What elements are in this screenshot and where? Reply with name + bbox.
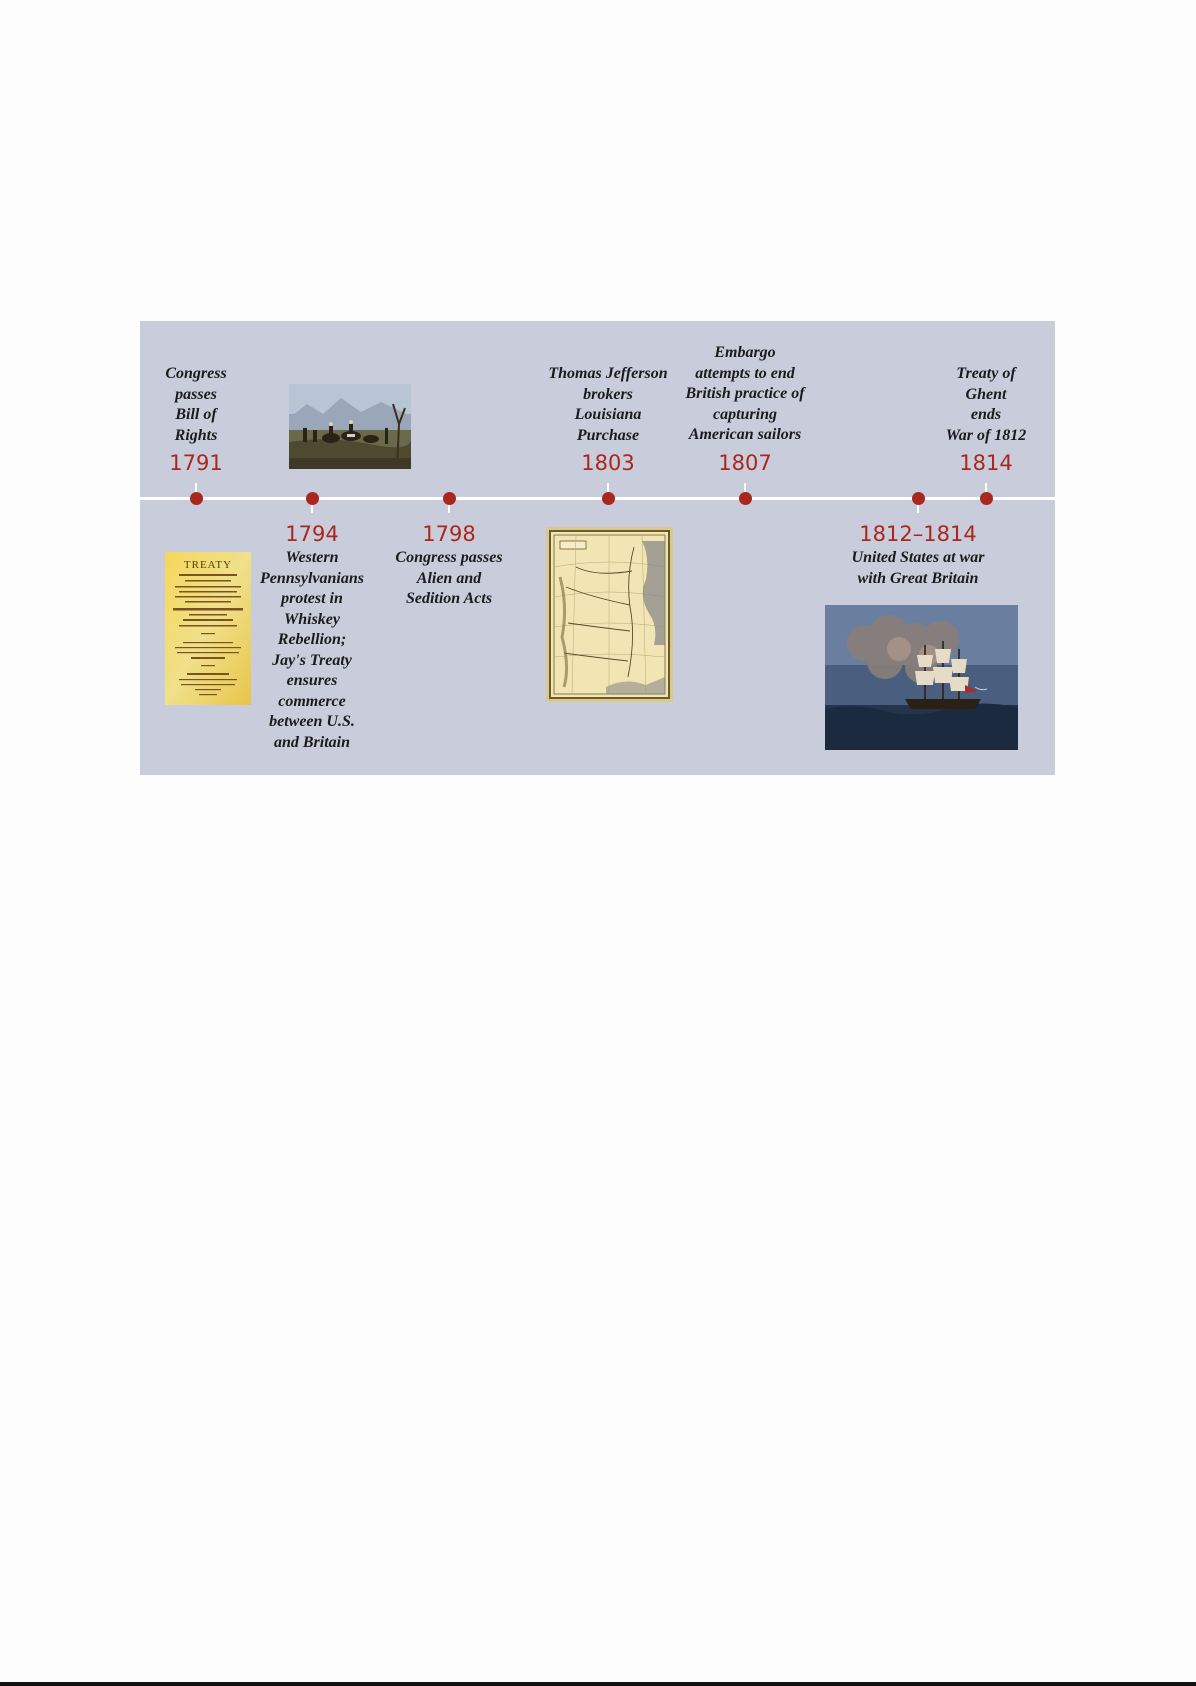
page-bottom-rule — [0, 1682, 1196, 1686]
event-text-1803: Thomas Jefferson brokers Louisiana Purchase — [548, 365, 668, 444]
timeline-panel — [140, 321, 1055, 775]
event-year-1807: 1807 — [718, 451, 772, 475]
timeline-dot-1791 — [190, 492, 203, 505]
event-year-1803: 1803 — [581, 451, 635, 475]
event-text-1798: Congress passes Alien and Sedition Acts — [395, 549, 503, 607]
timeline-dot-1807 — [739, 492, 752, 505]
event-year-1791: 1791 — [169, 451, 223, 475]
naval-battle-painting — [825, 605, 1018, 750]
event-text-1791: Congress passes Bill of Rights — [165, 365, 227, 444]
timeline-dot-1798 — [443, 492, 456, 505]
event-year-1794: 1794 — [285, 522, 339, 546]
timeline-dot-1794 — [306, 492, 319, 505]
event-text-1794: Western Pennsylvanians protest in Whiskey Rebellion; Jay's Treaty ensures commerce between U.S. and Britain — [259, 549, 364, 751]
timeline-dot-1812-1814 — [912, 492, 925, 505]
event-text-1807: Embargo attempts to end British practice of capturing American sailors — [685, 344, 805, 443]
event-year-1798: 1798 — [422, 522, 476, 546]
event-text-1812-1814: United States at war with Great Britain — [851, 549, 985, 587]
event-year-1814: 1814 — [959, 451, 1013, 475]
louisiana-map-image — [546, 527, 673, 702]
whiskey-rebellion-painting — [289, 384, 411, 469]
timeline-dot-1803 — [602, 492, 615, 505]
event-year-1812-1814: 1812–1814 — [859, 522, 977, 546]
treaty-document-image — [165, 552, 251, 705]
event-text-1814: Treaty of Ghent ends War of 1812 — [945, 365, 1027, 444]
timeline-dot-1814 — [980, 492, 993, 505]
treaty-document-title: TREATY — [183, 559, 233, 571]
